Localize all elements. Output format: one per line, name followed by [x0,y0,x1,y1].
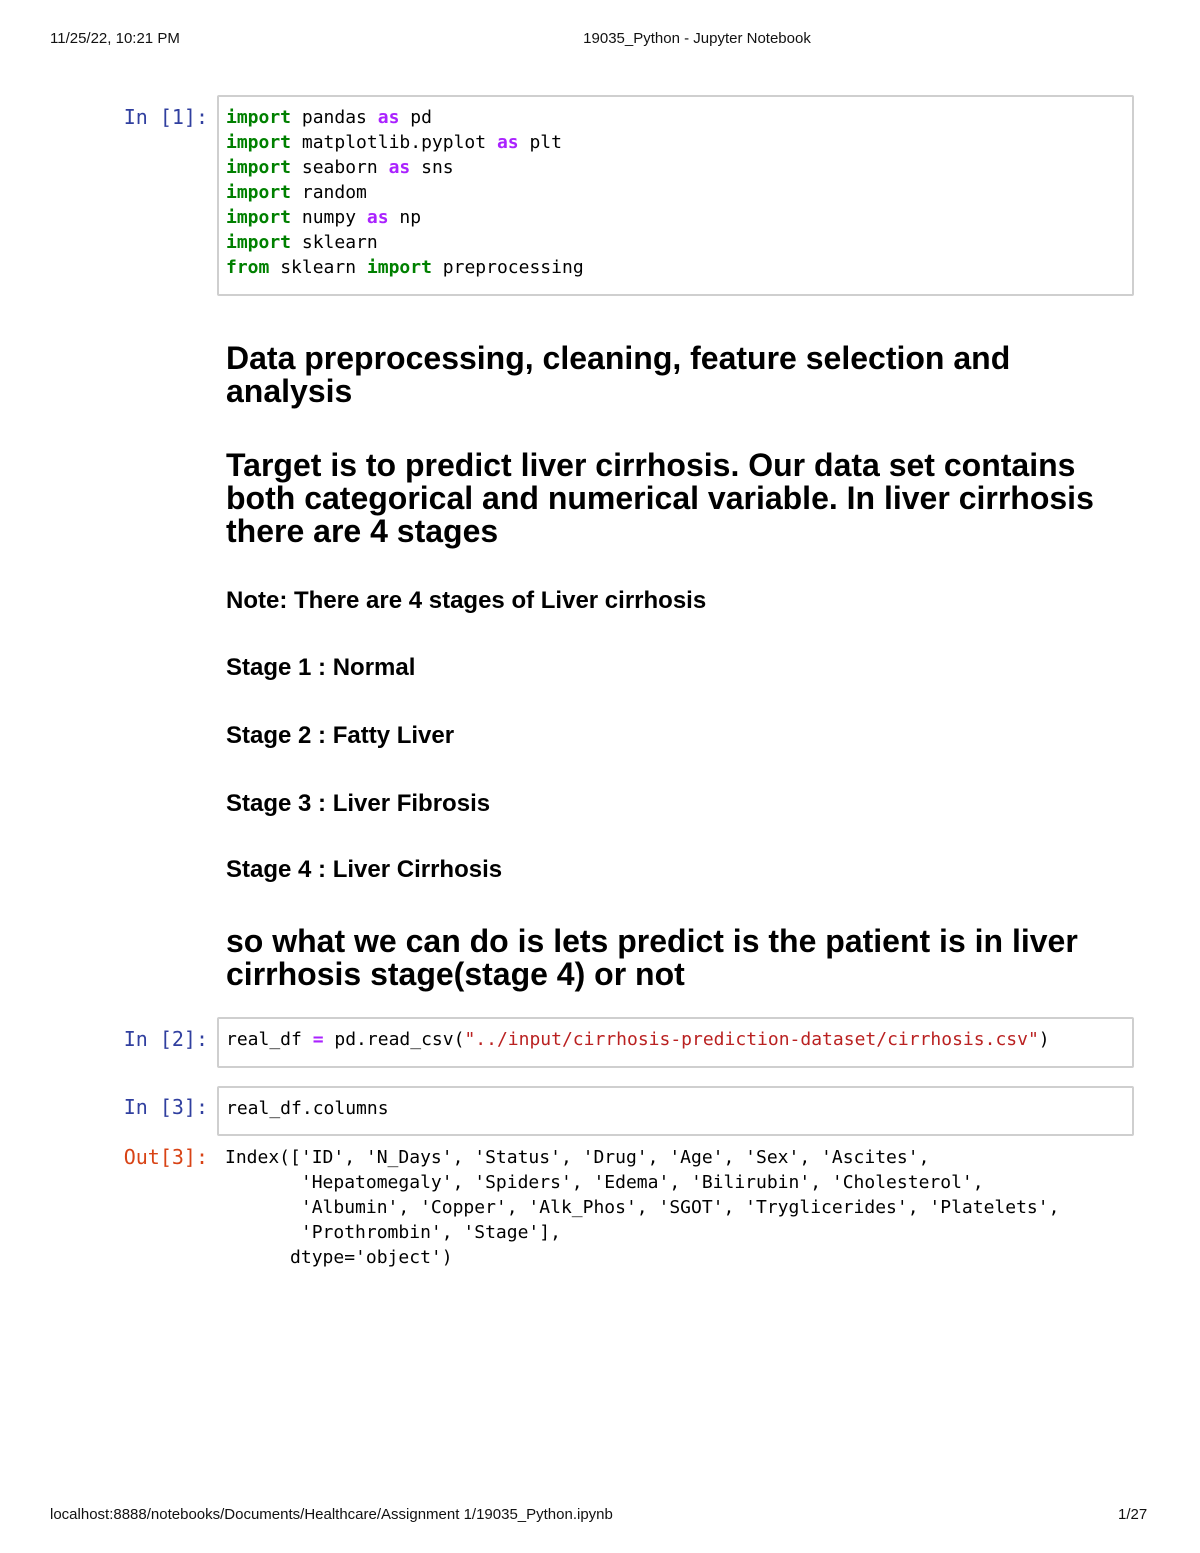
code-input[interactable] [219,97,1132,288]
code-token: "../input/cirrhosis-prediction-dataset/cirrhosis.csv" [464,1029,1039,1050]
code-cell[interactable] [217,1086,1134,1136]
code-token: random [291,182,367,203]
code-token: seaborn [291,157,389,178]
code-token: plt [518,132,562,153]
input-prompt: In [1]: [123,105,208,129]
code-token: numpy [291,207,367,228]
code-token: import [226,107,292,128]
code-token: import [226,207,292,228]
markdown-stage: Stage 4 : Liver Cirrhosis [226,856,503,883]
markdown-stage: Stage 1 : Normal [226,654,416,681]
markdown-stage: Stage 2 : Fatty Liver [226,722,455,749]
code-token: matplotlib.pyplot [291,132,497,153]
output-prompt: Out[3]: [123,1145,208,1169]
code-token: = [312,1029,324,1050]
code-input[interactable] [219,1088,1132,1129]
code-token: from [226,257,270,278]
code-token: import [226,182,292,203]
code-cell[interactable] [217,95,1134,296]
code-token: preprocessing [431,257,584,278]
code-token: pandas [291,107,378,128]
markdown-note: Note: There are 4 stages of Liver cirrhosis [226,587,707,614]
code-token: as [496,132,519,153]
code-token: sklearn [269,257,367,278]
print-datetime: 11/25/22, 10:21 PM [50,30,180,47]
code-token: real_df [226,1029,313,1050]
code-token: import [226,157,292,178]
print-page-number: 1/27 [1118,1506,1148,1523]
code-token: pd.read_csv( [323,1029,465,1050]
print-page-title: 19035_Python - Jupyter Notebook [583,30,811,47]
code-token: import [366,257,432,278]
input-prompt: In [2]: [123,1027,208,1051]
markdown-heading: Target is to predict liver cirrhosis. Our data set contains both categorical and numerical variable. In liver cirrhosis there are 4 stages [226,447,1094,549]
code-token: import [226,132,292,153]
code-token: as [377,107,400,128]
code-token: import [226,232,292,253]
code-token: ) [1038,1029,1050,1050]
code-token: as [366,207,389,228]
print-url: localhost:8888/notebooks/Documents/Healthcare/Assignment 1/19035_Python.ipynb [50,1506,613,1523]
code-token: sns [410,157,454,178]
code-token: np [388,207,422,228]
code-token: sklearn [291,232,378,253]
input-prompt: In [3]: [123,1095,208,1119]
markdown-heading: so what we can do is lets predict is the patient is in liver cirrhosis stage(stage 4) or not [226,923,1078,992]
code-input[interactable] [219,1019,1132,1060]
markdown-heading: Data preprocessing, cleaning, feature selection and analysis [226,340,1011,409]
code-token: as [388,157,411,178]
code-token: pd [399,107,432,128]
markdown-stage: Stage 3 : Liver Fibrosis [226,790,491,817]
cell-output: Index(['ID', 'N_Days', 'Status', 'Drug', 'Age', 'Sex', 'Ascites', 'Hepatomegaly', 'Spiders', 'Edema', 'Bilirubin', 'Cholesterol', 'Albumin', 'Copper', 'Alk_Phos', 'SGOT', 'Tryglicerides', 'Platelets', 'Prothrombin', 'Stage'], dtype='object') [225,1147,1060,1268]
code-cell[interactable] [217,1017,1134,1068]
code-token: real_df.columns [226,1098,389,1119]
